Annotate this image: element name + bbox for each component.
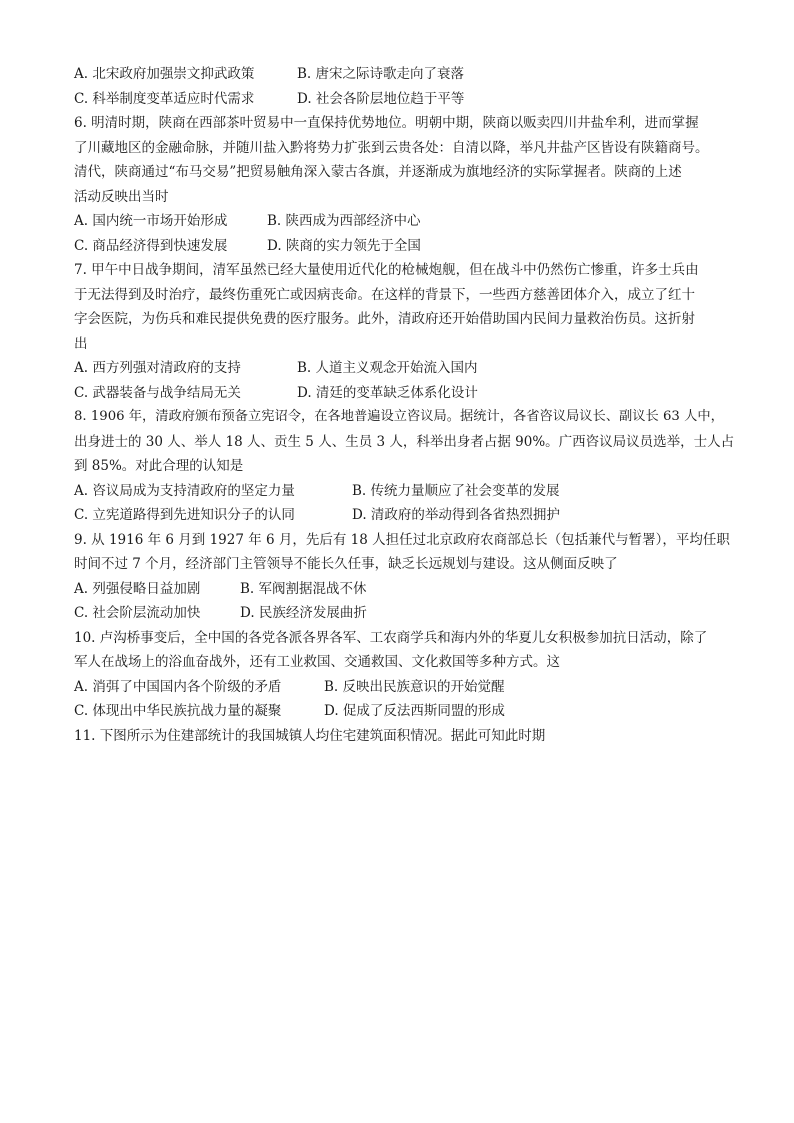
exam-page bbox=[74, 62, 734, 748]
question-stem-line: 11. 下图所示为住建部统计的我国城镇人均住宅建筑面积情况。据此可知此时期 bbox=[74, 727, 546, 744]
question-stem-line: 到 85%。对此合理的认知是 bbox=[74, 458, 244, 474]
question-10 bbox=[74, 626, 734, 724]
question-8 bbox=[74, 405, 734, 528]
question-11 bbox=[74, 724, 734, 749]
question-stem-line: 清代，陕商通过“布马交易”把贸易触角深入蒙古各旗，并逐渐成为旗地经济的实际掌握者。陕商的上述 bbox=[74, 164, 682, 180]
question-stem-line: 7. 甲午中日战争期间，清军虽然已经大量使用近代化的枪械炮舰，但在战斗中仍然伤亡惨重，许多士兵由 bbox=[74, 262, 699, 278]
option-row bbox=[74, 577, 734, 602]
question-stem-line: 活动反映出当时 bbox=[74, 188, 169, 205]
option-d: D. 社会各阶层地位趋于平等 bbox=[297, 90, 465, 107]
question-stem-line: 9. 从 1916 年 6 月到 1927 年 6 月，先后有 18 人担任过北京政府农商部总长（包括兼代与暂署），平均任职 bbox=[74, 531, 730, 548]
option-d: D. 民族经济发展曲折 bbox=[240, 605, 367, 621]
option-row bbox=[74, 601, 734, 626]
option-row bbox=[74, 356, 734, 381]
option-row bbox=[74, 381, 734, 406]
option-a: A. 列强侵略日益加剧 bbox=[74, 580, 201, 597]
option-a: A. 国内统一市场开始形成 bbox=[74, 213, 228, 229]
option-b: B. 军阀割据混战不休 bbox=[240, 580, 367, 597]
option-c: C. 商品经济得到快速发展 bbox=[74, 237, 228, 254]
question-stem-line: 军人在战场上的浴血奋战外，还有工业救国、交通救国、文化救国等多种方式。这 bbox=[74, 654, 560, 670]
option-b: B. 反映出民族意识的开始觉醒 bbox=[324, 678, 505, 695]
option-a: A. 西方列强对清政府的支持 bbox=[74, 360, 241, 376]
option-row bbox=[74, 479, 734, 504]
option-row bbox=[74, 675, 734, 700]
option-d: D. 陕商的实力领先于全国 bbox=[267, 237, 421, 254]
option-row bbox=[74, 62, 734, 87]
question-stem-line: 6. 明清时期，陕商在西部茶叶贸易中一直保持优势地位。明朝中期，陕商以贩卖四川井盐牟利，进而掌握 bbox=[74, 115, 699, 131]
question-6 bbox=[74, 111, 734, 258]
option-row bbox=[74, 87, 734, 112]
option-row bbox=[74, 699, 734, 724]
option-c: C. 体现出中华民族抗战力量的凝聚 bbox=[74, 703, 282, 719]
question-5-options bbox=[74, 62, 734, 111]
option-a: A. 咨议局成为支持清政府的坚定力量 bbox=[74, 482, 295, 499]
question-9 bbox=[74, 528, 734, 626]
option-b: B. 传统力量顺应了社会变革的发展 bbox=[352, 482, 560, 499]
question-stem-line: 时间不过 7 个月，经济部门主管领导不能长久任事，缺乏长远规划与建设。这从侧面反映了 bbox=[74, 556, 618, 572]
option-row bbox=[74, 503, 734, 528]
question-stem-line: 10. 卢沟桥事变后，全中国的各党各派各界各军、工农商学兵和海内外的华夏儿女积极参加抗日活动，除了 bbox=[74, 629, 708, 646]
option-c: C. 科举制度变革适应时代需求 bbox=[74, 90, 255, 107]
question-7 bbox=[74, 258, 734, 405]
option-d: D. 促成了反法西斯同盟的形成 bbox=[324, 703, 505, 719]
question-stem-line: 于无法得到及时治疗，最终伤重死亡或因病丧命。在这样的背景下，一些西方慈善团体介入，成立了红十 bbox=[74, 286, 695, 303]
option-c: C. 立宪道路得到先进知识分子的认同 bbox=[74, 507, 295, 523]
question-stem-line: 8. 1906 年，清政府颁布预备立宪诏令，在各地普遍设立咨议局。据统计，各省咨议局议长、副议长 63 人中， bbox=[74, 409, 724, 424]
option-b: B. 人道主义观念开始流入国内 bbox=[297, 360, 478, 376]
option-a: A. 消弭了中国国内各个阶级的矛盾 bbox=[74, 678, 282, 695]
option-d: D. 清廷的变革缺乏体系化设计 bbox=[297, 384, 478, 401]
question-stem-line: 了川藏地区的金融命脉，并随川盐入黔将势力扩张到云贵各处：自清以降，举凡井盐产区皆设有陕籍商号。 bbox=[74, 139, 709, 156]
question-stem-line: 字会医院，为伤兵和难民提供免费的医疗服务。此外，清政府还开始借助国内民间力量救治伤员。这折射 bbox=[74, 311, 695, 327]
option-c: C. 武器装备与战争结局无关 bbox=[74, 384, 241, 401]
option-b: B. 陕西成为西部经济中心 bbox=[267, 213, 421, 229]
option-row bbox=[74, 209, 734, 234]
option-c: C. 社会阶层流动加快 bbox=[74, 605, 201, 621]
question-stem-line: 出 bbox=[74, 335, 88, 352]
option-b: B. 唐宋之际诗歌走向了衰落 bbox=[297, 66, 465, 82]
option-a: A. 北宋政府加强崇文抑武政策 bbox=[74, 66, 255, 82]
option-d: D. 清政府的举动得到各省热烈拥护 bbox=[352, 507, 560, 523]
question-stem-line: 出身进士的 30 人、举人 18 人、贡生 5 人、生员 3 人，科举出身者占据 90%。广西咨议局议员选举，士人占 bbox=[74, 433, 734, 450]
option-row bbox=[74, 234, 734, 259]
